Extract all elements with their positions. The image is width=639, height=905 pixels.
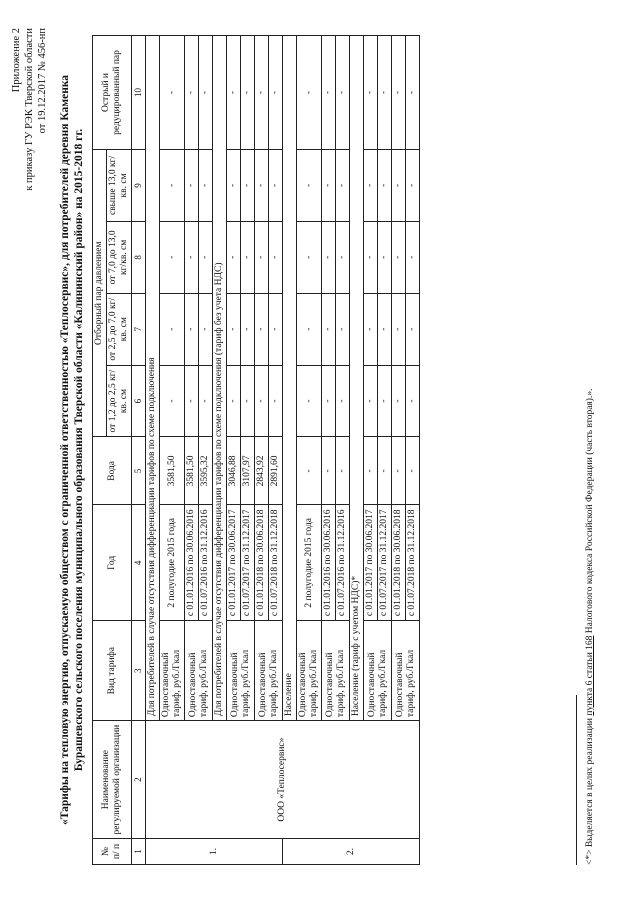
- section-heading: Население: [283, 36, 297, 721]
- tariff-type-cell: Одноставочный тариф, руб./Гкал: [297, 621, 322, 721]
- col-number: 1: [132, 839, 146, 865]
- dash-cell: -: [364, 149, 378, 221]
- dash-cell: -: [255, 221, 269, 293]
- dash-cell: -: [406, 293, 420, 365]
- row-number: 2.: [283, 839, 420, 865]
- dash-cell: -: [297, 437, 322, 505]
- dash-cell: -: [241, 365, 255, 437]
- tariff-type-cell: Одноставочный тариф, руб./Гкал: [392, 621, 420, 721]
- dash-cell: -: [241, 149, 255, 221]
- dash-cell: -: [160, 36, 185, 150]
- dash-cell: -: [199, 365, 213, 437]
- dash-cell: -: [322, 437, 336, 505]
- tariff-table: [92, 35, 420, 865]
- dash-cell: -: [364, 365, 378, 437]
- dash-cell: -: [378, 437, 392, 505]
- dash-cell: -: [406, 221, 420, 293]
- title-line-1: «Тарифы на тепловую энергию, отпускаемую обществом с ограниченной ответственностью «Теплосервис», для потребителей деревня Каменка: [59, 74, 71, 826]
- dash-cell: -: [406, 36, 420, 150]
- footnote-text-after: Налогового кодекса Российской Федерации (часть вторая).».: [585, 388, 595, 636]
- col-number: 2: [132, 721, 146, 839]
- dash-cell: -: [392, 437, 406, 505]
- dash-cell: -: [199, 293, 213, 365]
- header-steam-4: свыше 13,0 кг/кв. см: [107, 149, 132, 221]
- footnote: [585, 389, 595, 865]
- dash-cell: -: [322, 293, 336, 365]
- footnote-text-before: <*> Выделяется в целях реализации: [585, 715, 595, 865]
- period-cell: с 01.07.2017 по 31.12.2017: [378, 505, 392, 621]
- dash-cell: -: [185, 365, 199, 437]
- title-line-2: Бурашевского сельского поселения муниципального образования Тверской области «Калининский район» на 2015-2018 гг.: [73, 128, 85, 772]
- section-heading: Для потребителей в случае отсутствия дифференциации тарифов по схеме подключения (тариф без учета НДС): [213, 36, 227, 721]
- period-cell: с 01.01.2016 по 30.06.2016: [185, 505, 199, 621]
- tariff-type-cell: Одноставочный тариф, руб./Гкал: [364, 621, 392, 721]
- period-cell: с 01.07.2016 по 31.12.2016: [336, 505, 350, 621]
- tariff-type-cell: Одноставочный тариф, руб./Гкал: [322, 621, 350, 721]
- dash-cell: -: [199, 149, 213, 221]
- table-row: [146, 36, 160, 865]
- period-cell: с 01.07.2016 по 31.12.2016: [199, 505, 213, 621]
- period-cell: с 01.01.2018 по 30.06.2018: [255, 505, 269, 621]
- appendix-date: от 19.12.2017 № 456-нп: [37, 28, 48, 134]
- dash-cell: -: [160, 365, 185, 437]
- dash-cell: -: [297, 293, 322, 365]
- tariff-type-cell: Одноставочный тариф, руб./Гкал: [185, 621, 213, 721]
- dash-cell: -: [392, 293, 406, 365]
- dash-cell: -: [392, 365, 406, 437]
- dash-cell: -: [269, 221, 283, 293]
- value-cell: 2843,92: [255, 437, 269, 505]
- dash-cell: -: [406, 365, 420, 437]
- row-number: 1.: [146, 839, 283, 865]
- col-number: 6: [132, 365, 146, 437]
- header-steam-2: от 2,5 до 7,0 кг/кв. см: [107, 293, 132, 365]
- dash-cell: -: [255, 293, 269, 365]
- dash-cell: -: [199, 221, 213, 293]
- col-number: 5: [132, 437, 146, 505]
- dash-cell: -: [185, 221, 199, 293]
- value-cell: 3581,50: [160, 437, 185, 505]
- dash-cell: -: [364, 293, 378, 365]
- col-number: 8: [132, 221, 146, 293]
- header-steam-group: Отборный пар давлением: [93, 149, 107, 437]
- dash-cell: -: [364, 437, 378, 505]
- value-cell: 2891,60: [269, 437, 283, 505]
- dash-cell: -: [336, 36, 350, 150]
- dash-cell: -: [297, 221, 322, 293]
- dash-cell: -: [297, 36, 322, 150]
- col-number: 9: [132, 149, 146, 221]
- section-heading: Население (тариф с учетом НДС)*: [350, 36, 364, 721]
- header-steam-3: от 7,0 до 13,0 кг/кв. см: [107, 221, 132, 293]
- dash-cell: -: [378, 365, 392, 437]
- period-cell: 2 полугодие 2015 года: [160, 505, 185, 621]
- period-cell: с 01.07.2018 по 31.12.2018: [269, 505, 283, 621]
- period-cell: с 01.07.2017 по 31.12.2017: [241, 505, 255, 621]
- col-number: 3: [132, 621, 146, 721]
- appendix-title: Приложение 2: [11, 28, 22, 93]
- dash-cell: -: [199, 36, 213, 150]
- column-numbers-row: [132, 36, 146, 865]
- dash-cell: -: [322, 365, 336, 437]
- dash-cell: -: [241, 36, 255, 150]
- value-cell: 3581,50: [185, 437, 199, 505]
- dash-cell: -: [269, 293, 283, 365]
- dash-cell: -: [336, 293, 350, 365]
- header-year: Год: [93, 505, 132, 621]
- tariff-type-cell: Одноставочный тариф, руб./Гкал: [255, 621, 283, 721]
- dash-cell: -: [255, 36, 269, 150]
- dash-cell: -: [160, 293, 185, 365]
- dash-cell: -: [227, 365, 241, 437]
- dash-cell: -: [392, 149, 406, 221]
- header-steam-1: от 1,2 до 2,5 кг/кв. см: [107, 365, 132, 437]
- dash-cell: -: [269, 149, 283, 221]
- dash-cell: -: [297, 149, 322, 221]
- appendix-order: к приказу ГУ РЭК Тверской области: [24, 28, 35, 191]
- period-cell: с 01.07.2018 по 31.12.2018: [406, 505, 420, 621]
- value-cell: 3107,97: [241, 437, 255, 505]
- dash-cell: -: [378, 221, 392, 293]
- dash-cell: -: [322, 221, 336, 293]
- dash-cell: -: [241, 293, 255, 365]
- dash-cell: -: [185, 293, 199, 365]
- period-cell: 2 полугодие 2015 года: [297, 505, 322, 621]
- dash-cell: -: [392, 36, 406, 150]
- dash-cell: -: [406, 149, 420, 221]
- appendix-block: [10, 28, 49, 328]
- tariff-type-cell: Одноставочный тариф, руб./Гкал: [227, 621, 255, 721]
- header-org: Наименование регулируемой организации: [93, 721, 132, 839]
- dash-cell: -: [185, 149, 199, 221]
- dash-cell: -: [255, 149, 269, 221]
- dash-cell: -: [297, 365, 322, 437]
- col-number: 10: [132, 36, 146, 150]
- dash-cell: -: [406, 437, 420, 505]
- dash-cell: -: [241, 221, 255, 293]
- section-heading: Для потребителей в случае отсутствия дифференциации тарифов по схеме подключения: [146, 36, 160, 721]
- dash-cell: -: [269, 365, 283, 437]
- org-name: ООО «Теплосервис»: [146, 721, 420, 839]
- dash-cell: -: [160, 149, 185, 221]
- dash-cell: -: [378, 36, 392, 150]
- dash-cell: -: [336, 365, 350, 437]
- dash-cell: -: [160, 221, 185, 293]
- footnote-link[interactable]: пункта 6 статьи 168: [585, 635, 595, 716]
- period-cell: с 01.01.2018 по 30.06.2018: [392, 505, 406, 621]
- dash-cell: -: [336, 149, 350, 221]
- dash-cell: -: [378, 293, 392, 365]
- header-row-1: [93, 36, 107, 865]
- dash-cell: -: [185, 36, 199, 150]
- period-cell: с 01.01.2017 по 30.06.2017: [227, 505, 241, 621]
- dash-cell: -: [227, 149, 241, 221]
- dash-cell: -: [322, 149, 336, 221]
- value-cell: 3046,88: [227, 437, 241, 505]
- dash-cell: -: [322, 36, 336, 150]
- dash-cell: -: [364, 36, 378, 150]
- dash-cell: -: [269, 36, 283, 150]
- header-sharp-steam: Острый и редуцированный пар: [93, 36, 132, 150]
- dash-cell: -: [336, 437, 350, 505]
- dash-cell: -: [255, 365, 269, 437]
- dash-cell: -: [392, 221, 406, 293]
- tariff-type-cell: Одноставочный тариф, руб./Гкал: [160, 621, 185, 721]
- dash-cell: -: [227, 221, 241, 293]
- value-cell: 3595,32: [199, 437, 213, 505]
- document-title: [58, 35, 86, 865]
- dash-cell: -: [364, 221, 378, 293]
- dash-cell: -: [378, 149, 392, 221]
- header-num: № п/ п: [93, 839, 132, 865]
- col-number: 7: [132, 293, 146, 365]
- dash-cell: -: [227, 36, 241, 150]
- dash-cell: -: [336, 221, 350, 293]
- col-number: 4: [132, 505, 146, 621]
- period-cell: с 01.01.2017 по 30.06.2017: [364, 505, 378, 621]
- header-water: Вода: [93, 437, 132, 505]
- period-cell: с 01.01.2016 по 30.06.2016: [322, 505, 336, 621]
- header-tariff-type: Вид тарифа: [93, 621, 132, 721]
- dash-cell: -: [227, 293, 241, 365]
- footnote-divider: [576, 695, 577, 865]
